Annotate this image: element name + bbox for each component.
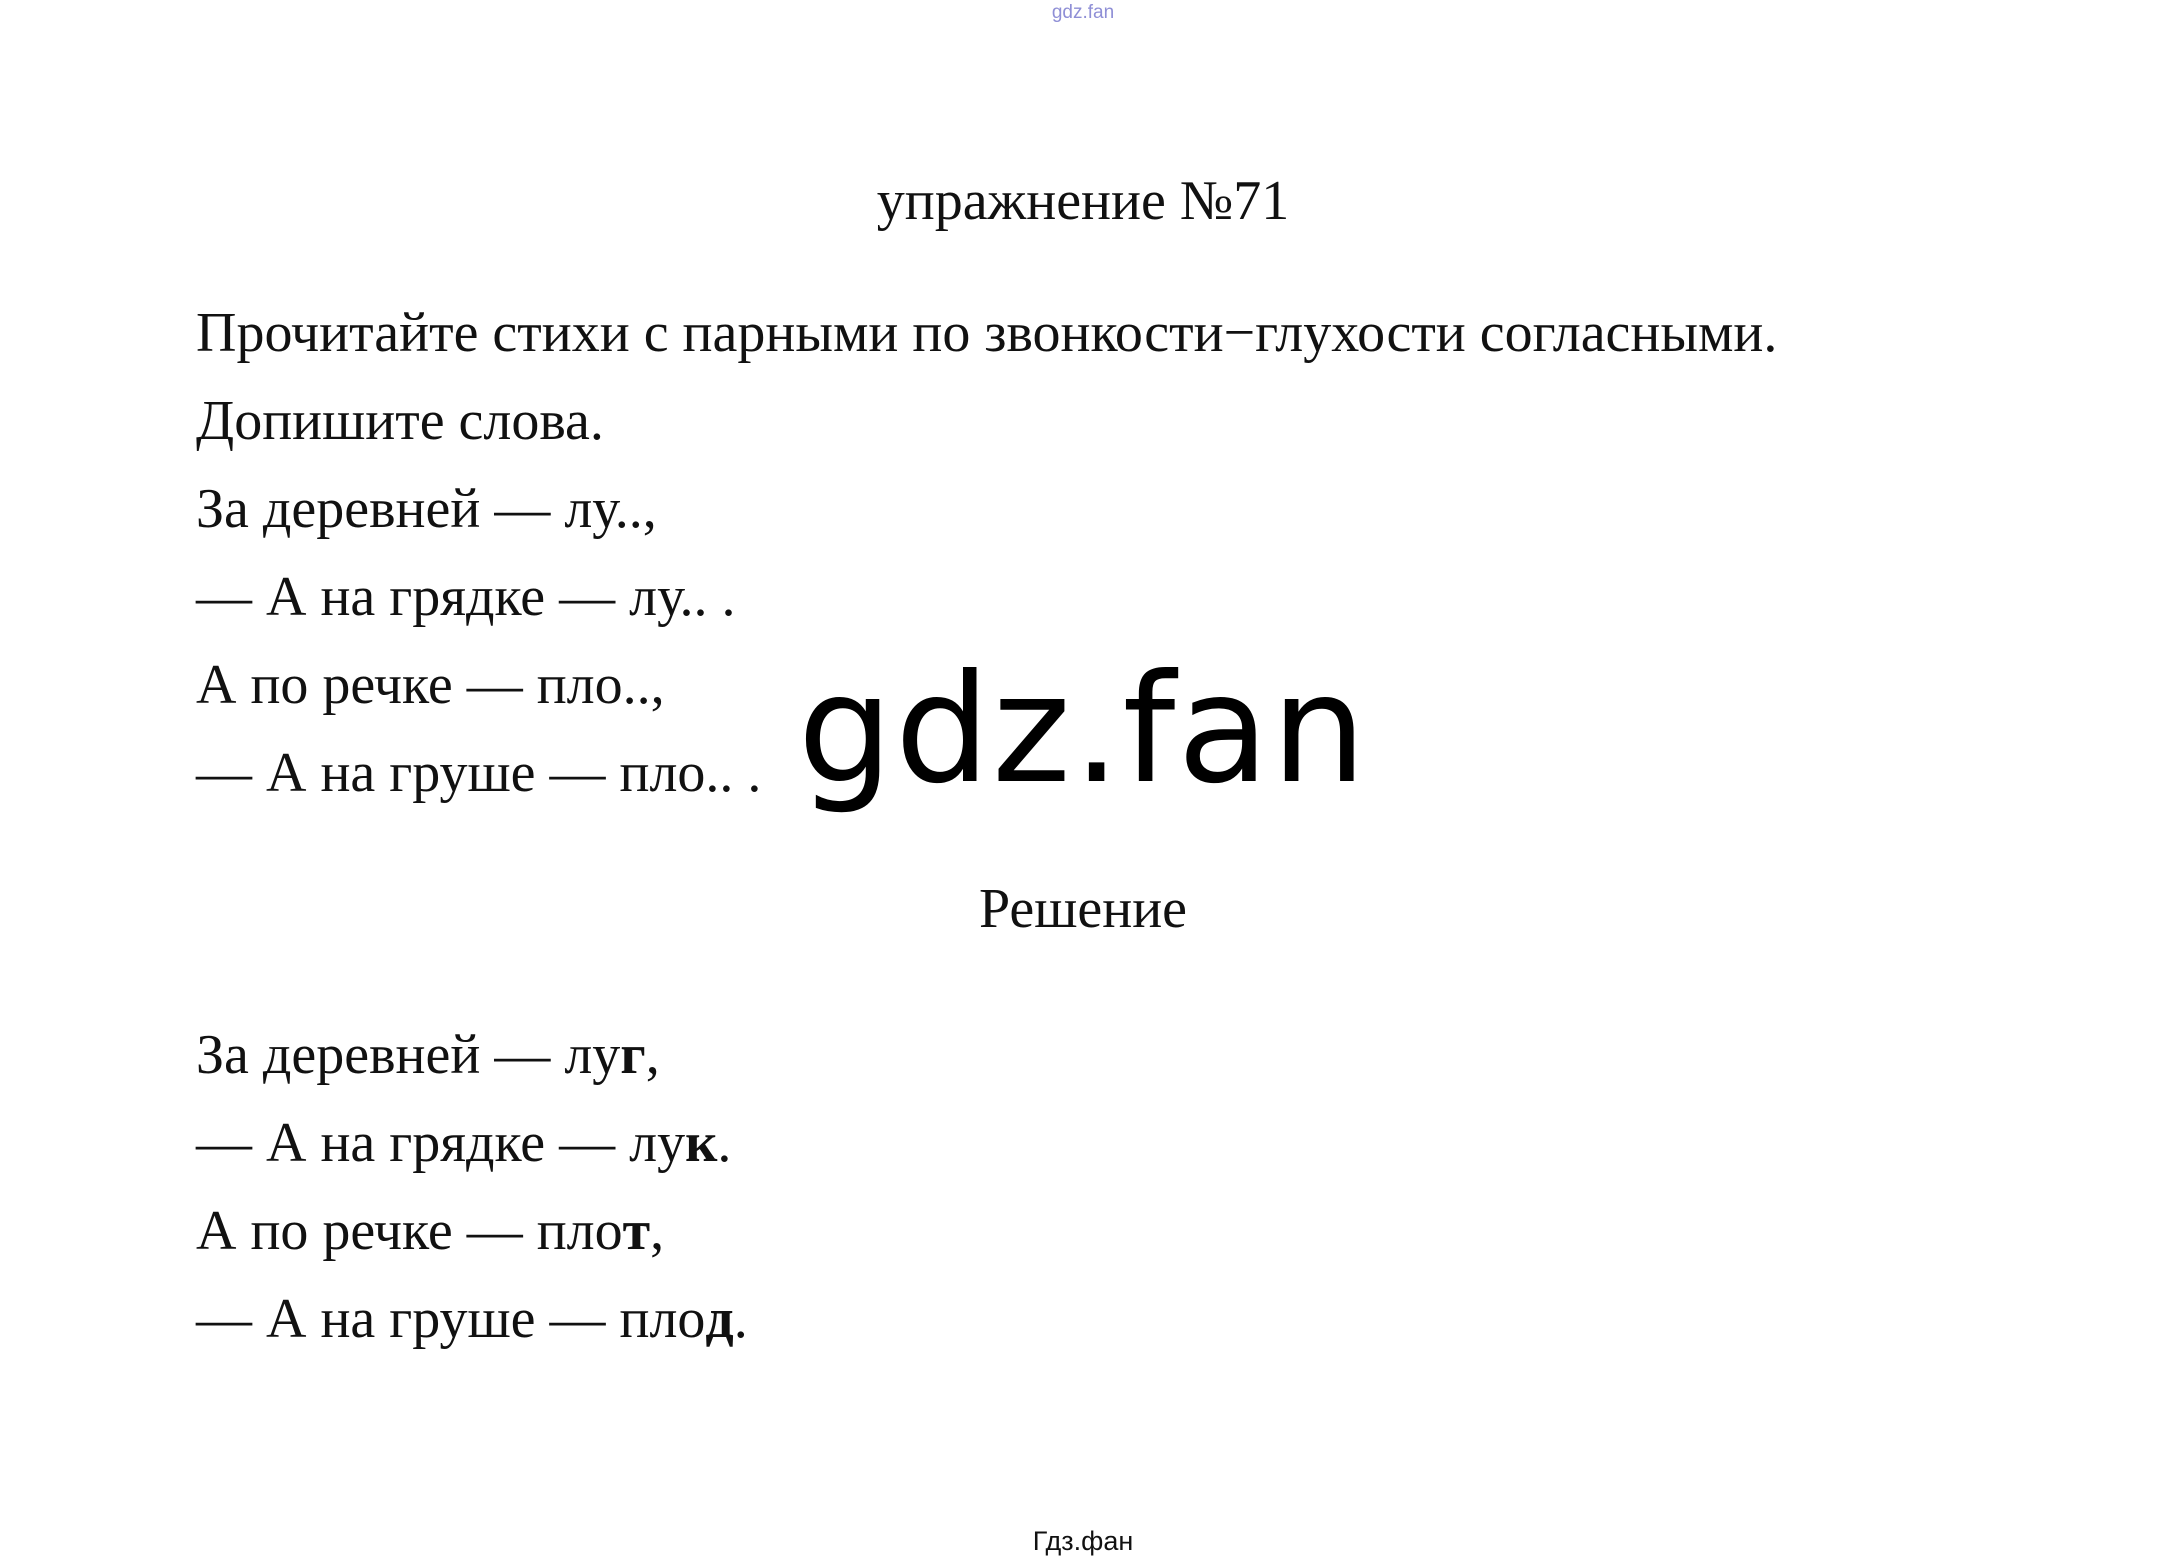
- poem-line-2: — А на грядке — лу.. .: [196, 566, 736, 628]
- poem-line-3: А по речке — пло..,: [196, 654, 665, 716]
- poem-line-4: — А на груше — пло.. .: [196, 742, 762, 804]
- solution-line-4-prefix: — А на груше — пло: [196, 1288, 706, 1350]
- solution-line-3: [196, 1198, 664, 1264]
- task-line-1: Прочитайте стихи с парными по звонкости−глухости согласными.: [196, 302, 1778, 364]
- solution-line-1-prefix: За деревней — лу: [196, 1024, 621, 1086]
- solution-line-1-suffix: ,: [645, 1024, 660, 1086]
- solution-line-2: [196, 1110, 731, 1176]
- exercise-title: упражнение №71: [876, 170, 1290, 232]
- solution-line-4: [196, 1286, 748, 1352]
- solution-line-3-prefix: А по речке — пло: [196, 1200, 623, 1262]
- solution-line-4-letter: д: [705, 1288, 734, 1350]
- poem-line-1: За деревней — лу..,: [196, 478, 657, 540]
- solution-title: Решение: [978, 878, 1188, 940]
- solution-line-2-prefix: — А на грядке — лу: [196, 1112, 686, 1174]
- solution-line-1: [196, 1022, 660, 1088]
- top-watermark: gdz.fan: [1051, 2, 1115, 23]
- task-line-2: Допишите слова.: [196, 390, 604, 452]
- solution-line-1-letter: г: [620, 1024, 646, 1086]
- solution-line-2-letter: к: [685, 1112, 718, 1174]
- footer-text: Гдз.фан: [1032, 1526, 1134, 1556]
- solution-line-3-letter: т: [622, 1200, 651, 1262]
- solution-line-2-suffix: .: [717, 1112, 732, 1174]
- solution-line-4-suffix: .: [733, 1288, 748, 1350]
- center-watermark: gdz.fan: [797, 643, 1369, 817]
- solution-line-3-suffix: ,: [650, 1200, 665, 1262]
